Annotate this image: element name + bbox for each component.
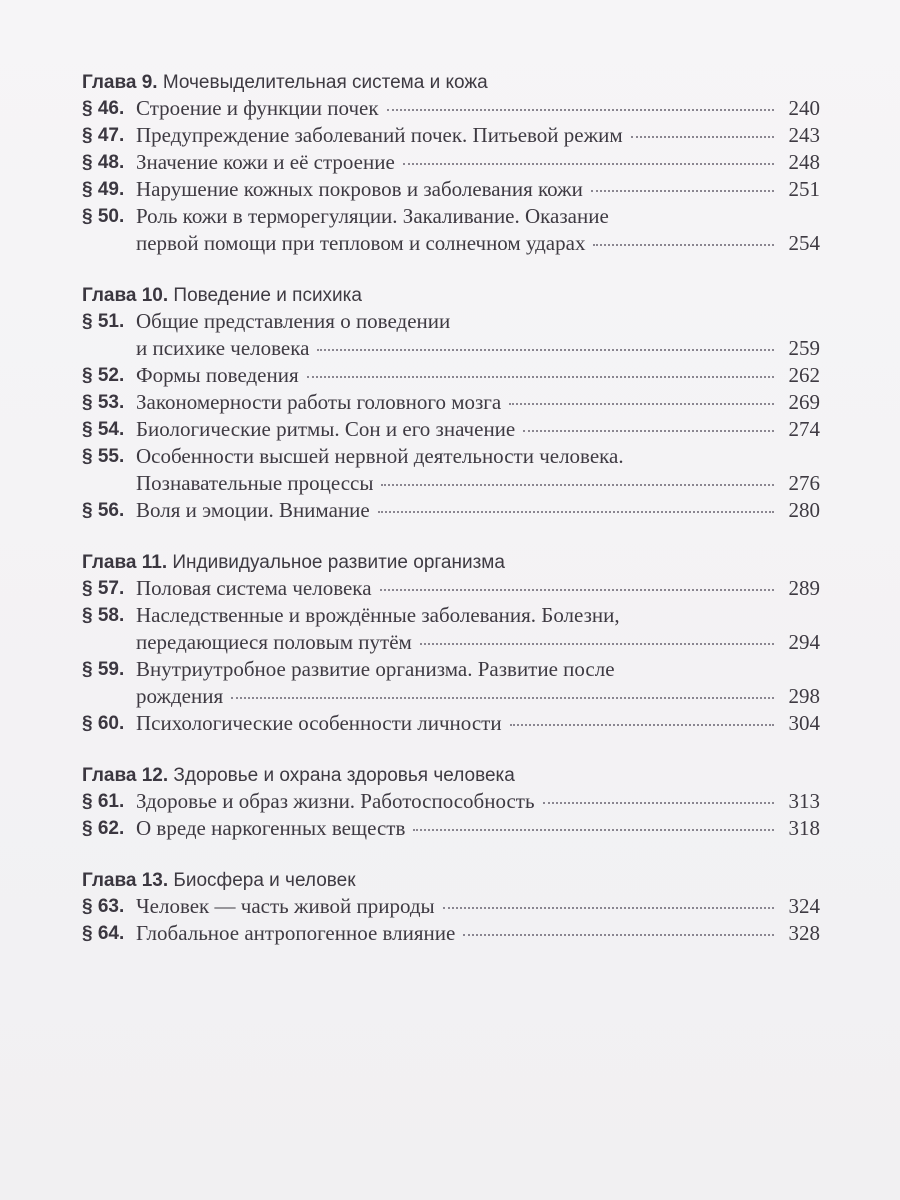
- section-number: § 57.: [82, 578, 125, 599]
- entry-line: [82, 122, 820, 149]
- section-title: О вреде наркогенных веществ: [136, 816, 406, 840]
- section-number: § 55.: [82, 446, 125, 467]
- chapter-title: Здоровье и охрана здоровья человека: [173, 765, 515, 786]
- section-title: первой помощи при тепловом и солнечном ударах: [136, 231, 586, 255]
- toc-entry: [82, 893, 820, 920]
- entry-line: [82, 710, 820, 737]
- page-number: 274: [788, 417, 820, 441]
- page-number: 280: [788, 498, 820, 522]
- page-number: 298: [788, 684, 820, 708]
- entry-line: [82, 230, 820, 257]
- chapter-label: Глава 11.: [82, 552, 168, 573]
- dot-leader: [463, 934, 774, 936]
- toc-entry: [82, 122, 820, 149]
- dot-leader: [378, 511, 774, 513]
- dot-leader: [510, 724, 774, 726]
- page-number: 269: [788, 390, 820, 414]
- toc-entry: [82, 203, 820, 257]
- section-title: передающиеся половым путём: [136, 630, 412, 654]
- chapter-label: Глава 10.: [82, 285, 169, 306]
- chapter-title: Индивидуальное развитие организма: [172, 552, 505, 573]
- entry-line: [82, 443, 820, 470]
- toc-entry: [82, 443, 820, 497]
- toc-entry: [82, 920, 820, 947]
- chapter-heading: [82, 68, 820, 95]
- chapter-heading: [82, 761, 820, 788]
- section-title: Психологические особенности личности: [136, 711, 502, 735]
- section-number: § 56.: [82, 500, 125, 521]
- dot-leader: [593, 244, 774, 246]
- toc-entry: [82, 308, 820, 362]
- section-number: § 52.: [82, 365, 125, 386]
- entry-line: [82, 362, 820, 389]
- section-title: Значение кожи и её строение: [136, 150, 395, 174]
- entry-line: [82, 815, 820, 842]
- chapter-title: Поведение и психика: [173, 285, 362, 306]
- section-title: Закономерности работы головного мозга: [136, 390, 502, 414]
- dot-leader: [509, 403, 774, 405]
- table-of-contents: [82, 68, 820, 971]
- dot-leader: [387, 109, 774, 111]
- section-number: § 62.: [82, 818, 125, 839]
- dot-leader: [380, 589, 774, 591]
- section-number: § 53.: [82, 392, 125, 413]
- dot-leader: [591, 190, 774, 192]
- section-title: Наследственные и врождённые заболевания. Болезни,: [136, 603, 620, 627]
- chapter-label: Глава 12.: [82, 765, 169, 786]
- section-title: Половая система человека: [136, 576, 372, 600]
- dot-leader: [523, 430, 774, 432]
- chapter-title: Биосфера и человек: [173, 870, 356, 891]
- section-title: и психике человека: [136, 336, 310, 360]
- section-title: Строение и функции почек: [136, 96, 379, 120]
- entry-line: [82, 920, 820, 947]
- chapter-section: [82, 68, 820, 257]
- page-number: 251: [788, 177, 820, 201]
- entry-line: [82, 788, 820, 815]
- entry-line: [82, 602, 820, 629]
- section-number: § 61.: [82, 791, 125, 812]
- page-number: 254: [788, 231, 820, 255]
- entry-line: [82, 683, 820, 710]
- toc-entry: [82, 710, 820, 737]
- dot-leader: [307, 376, 774, 378]
- page-number: 313: [788, 789, 820, 813]
- toc-entry: [82, 815, 820, 842]
- dot-leader: [631, 136, 774, 138]
- chapter-section: [82, 866, 820, 947]
- toc-entry: [82, 656, 820, 710]
- section-title: Формы поведения: [136, 363, 299, 387]
- chapter-title: Мочевыделительная система и кожа: [162, 72, 488, 93]
- toc-entry: [82, 602, 820, 656]
- dot-leader: [317, 349, 774, 351]
- page-number: 276: [788, 471, 820, 495]
- dot-leader: [413, 829, 774, 831]
- page-number: 318: [788, 816, 820, 840]
- entry-line: [82, 656, 820, 683]
- dot-leader: [381, 484, 774, 486]
- section-number: § 51.: [82, 311, 125, 332]
- toc-entry: [82, 95, 820, 122]
- page-number: 294: [788, 630, 820, 654]
- page-number: 259: [788, 336, 820, 360]
- section-number: § 59.: [82, 659, 125, 680]
- section-number: § 58.: [82, 605, 125, 626]
- entry-line: [82, 470, 820, 497]
- toc-entry: [82, 149, 820, 176]
- section-title: Внутриутробное развитие организма. Развитие после: [136, 657, 615, 681]
- entry-line: [82, 893, 820, 920]
- toc-entry: [82, 362, 820, 389]
- chapter-heading: [82, 548, 820, 575]
- dot-leader: [231, 697, 774, 699]
- entry-line: [82, 629, 820, 656]
- page-number: 248: [788, 150, 820, 174]
- page-number: 262: [788, 363, 820, 387]
- page-number: 324: [788, 894, 820, 918]
- entry-line: [82, 575, 820, 602]
- toc-entry: [82, 176, 820, 203]
- dot-leader: [543, 802, 774, 804]
- section-title: Общие представления о поведении: [136, 309, 451, 333]
- section-title: Человек — часть живой природы: [136, 894, 435, 918]
- section-title: Роль кожи в терморегуляции. Закаливание. Оказание: [136, 204, 609, 228]
- section-number: § 49.: [82, 179, 125, 200]
- section-number: § 47.: [82, 125, 125, 146]
- toc-entry: [82, 389, 820, 416]
- section-number: § 50.: [82, 206, 125, 227]
- dot-leader: [420, 643, 774, 645]
- chapter-label: Глава 13.: [82, 870, 169, 891]
- page-number: 289: [788, 576, 820, 600]
- entry-line: [82, 389, 820, 416]
- section-title: Особенности высшей нервной деятельности человека.: [136, 444, 624, 468]
- entry-line: [82, 149, 820, 176]
- toc-entry: [82, 416, 820, 443]
- page-number: 240: [788, 96, 820, 120]
- section-number: § 48.: [82, 152, 125, 173]
- section-title: рождения: [136, 684, 224, 708]
- page-number: 304: [788, 711, 820, 735]
- toc-entry: [82, 497, 820, 524]
- entry-line: [82, 416, 820, 443]
- entry-line: [82, 203, 820, 230]
- section-number: § 54.: [82, 419, 125, 440]
- dot-leader: [403, 163, 774, 165]
- chapter-heading: [82, 866, 820, 893]
- entry-line: [82, 308, 820, 335]
- section-title: Предупреждение заболеваний почек. Питьевой режим: [136, 123, 623, 147]
- page-number: 243: [788, 123, 820, 147]
- toc-entry: [82, 575, 820, 602]
- section-title: Биологические ритмы. Сон и его значение: [136, 417, 516, 441]
- dot-leader: [443, 907, 774, 909]
- section-title: Глобальное антропогенное влияние: [136, 921, 456, 945]
- toc-entry: [82, 788, 820, 815]
- chapter-section: [82, 548, 820, 737]
- section-number: § 46.: [82, 98, 125, 119]
- entry-line: [82, 497, 820, 524]
- chapter-section: [82, 761, 820, 842]
- section-title: Познавательные процессы: [136, 471, 374, 495]
- chapter-heading: [82, 281, 820, 308]
- section-title: Нарушение кожных покровов и заболевания кожи: [136, 177, 583, 201]
- section-number: § 60.: [82, 713, 125, 734]
- entry-line: [82, 176, 820, 203]
- chapter-section: [82, 281, 820, 524]
- section-title: Здоровье и образ жизни. Работоспособность: [136, 789, 535, 813]
- page-number: 328: [788, 921, 820, 945]
- entry-line: [82, 95, 820, 122]
- section-number: § 63.: [82, 896, 125, 917]
- section-number: § 64.: [82, 923, 125, 944]
- chapter-label: Глава 9.: [82, 72, 158, 93]
- section-title: Воля и эмоции. Внимание: [136, 498, 370, 522]
- entry-line: [82, 335, 820, 362]
